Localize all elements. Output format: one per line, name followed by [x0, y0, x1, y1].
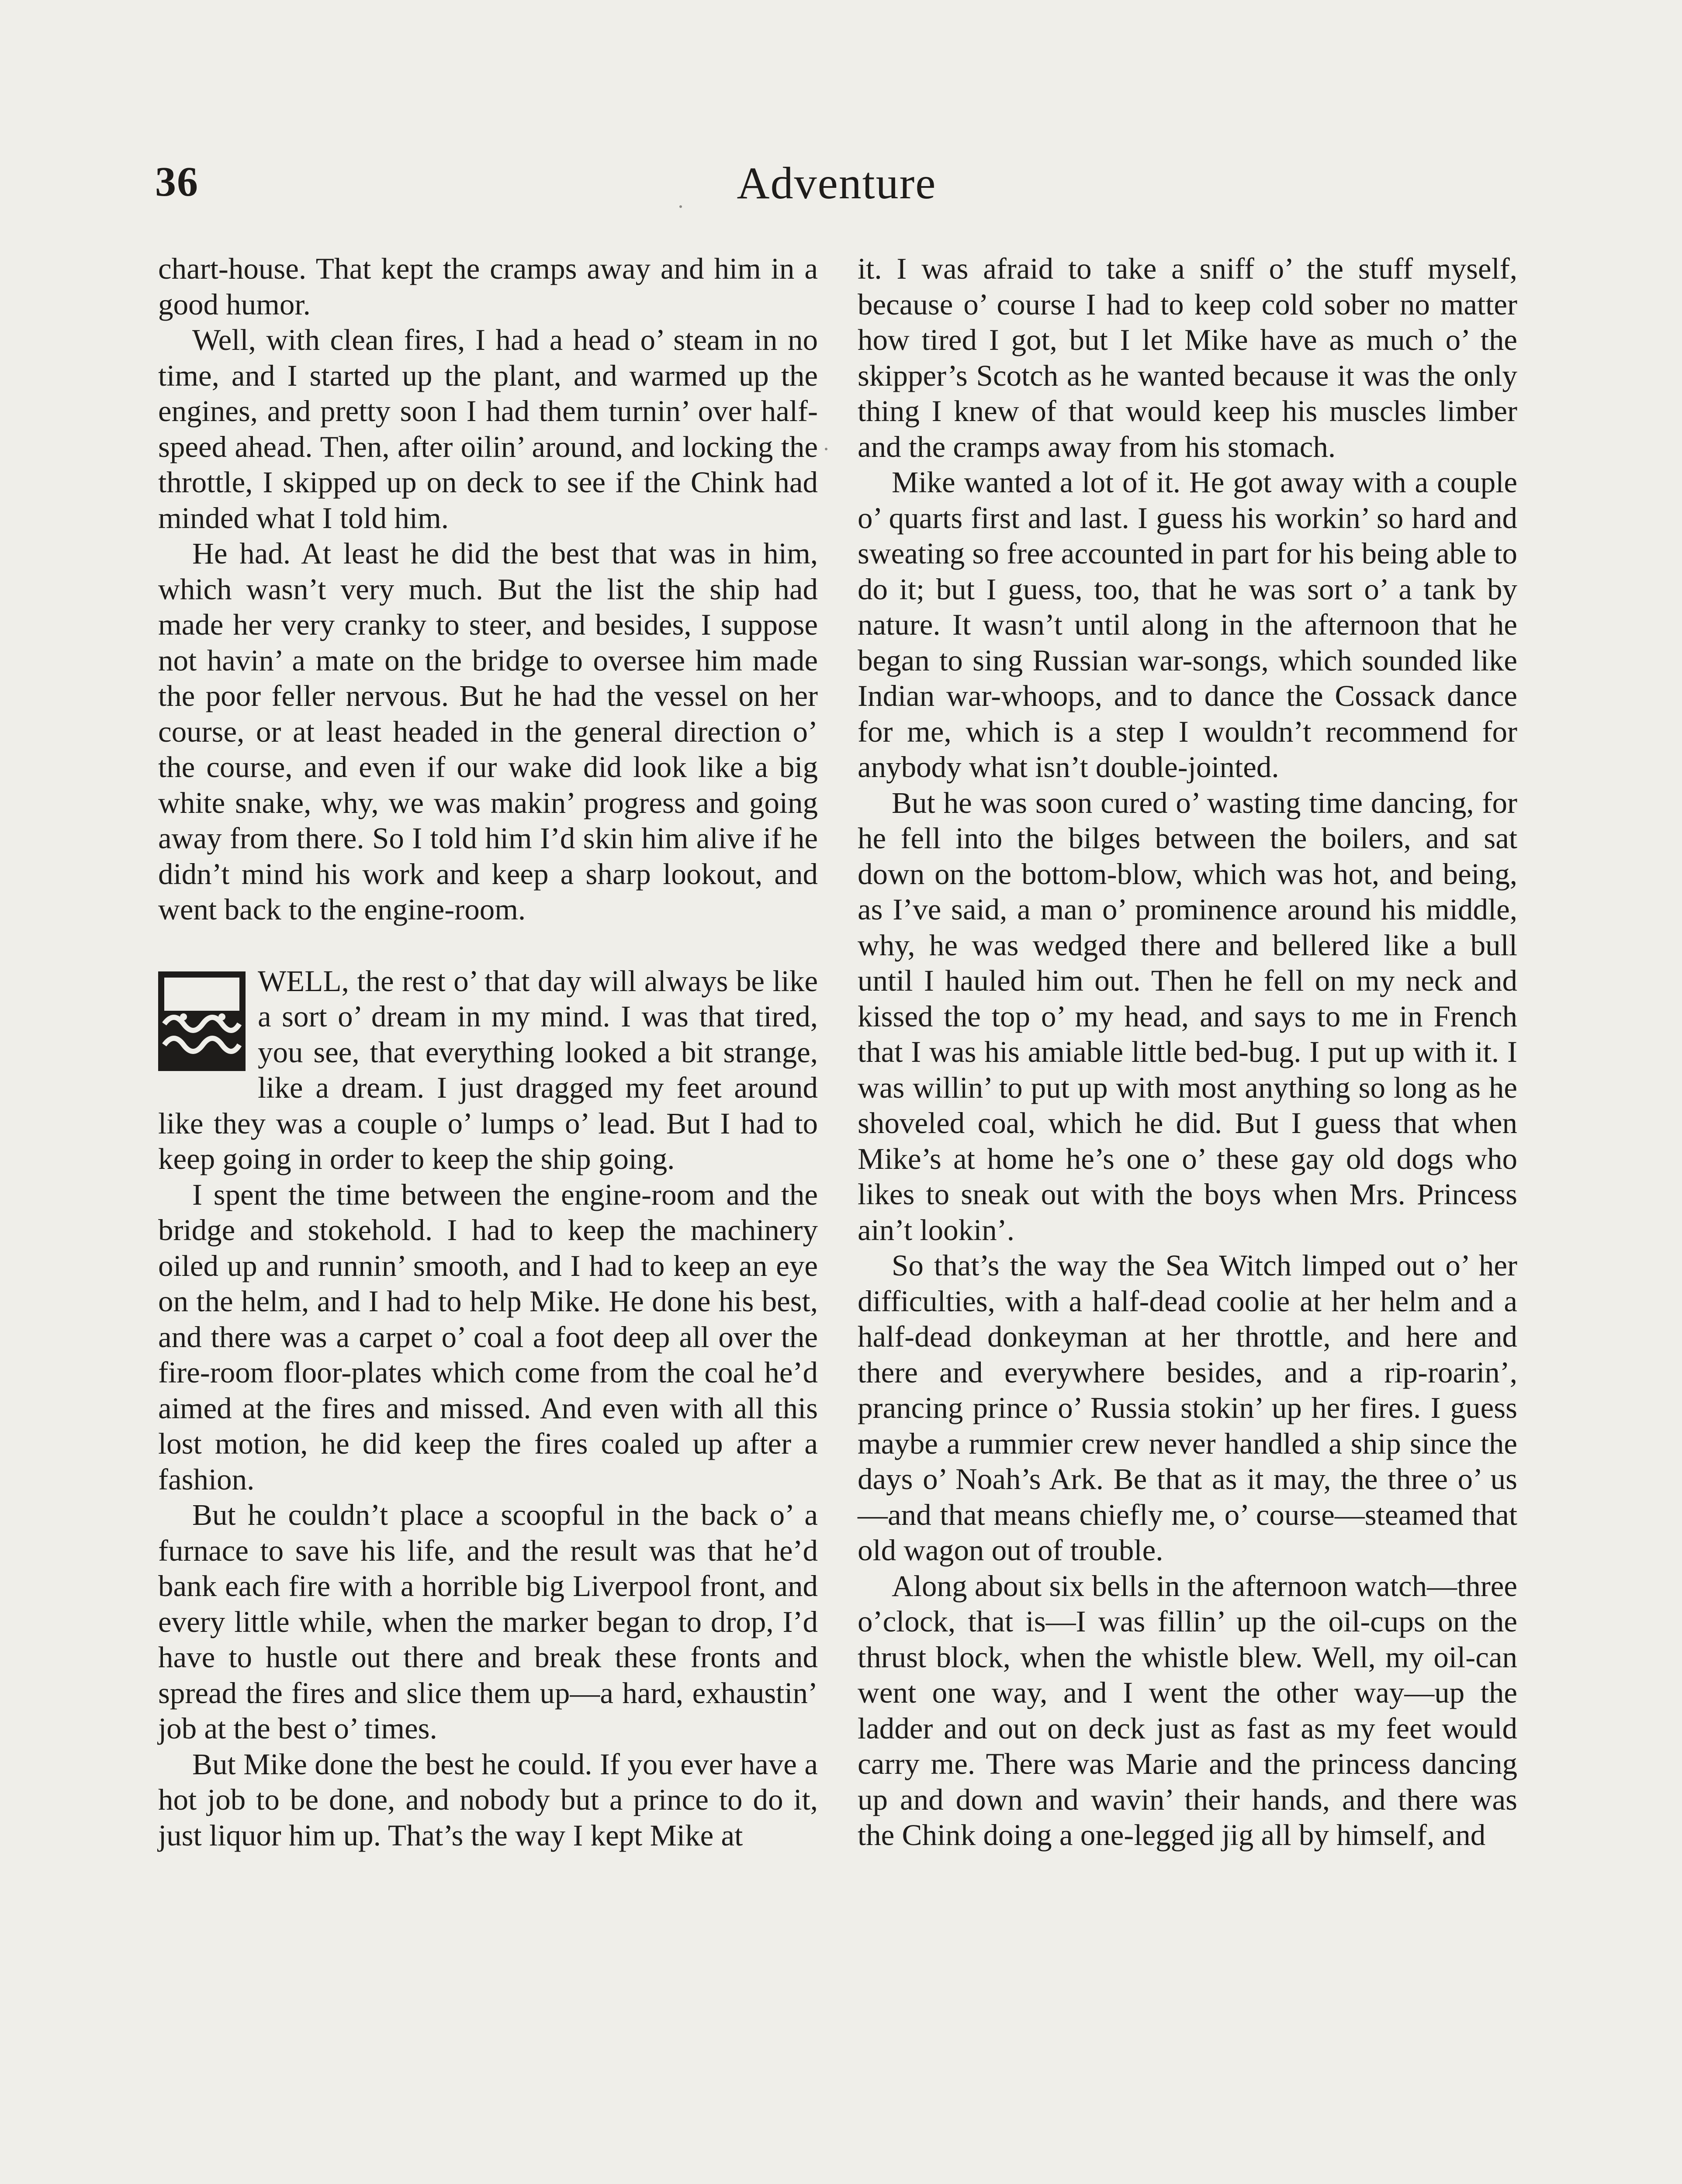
- paragraph: I spent the time between the engine-room and the bridge and stokehold. I had to keep the machinery oiled up and runnin’ smooth, and I had to keep an eye on the helm, and I had to help Mike. He done his best, and there was a carpet o’ coal a foot deep all over the fire-room floor-plates which come from the coal he’d aimed at the fires and missed. And even with all this lost motion, he did keep the fires coaled up after a fashion.: [158, 1178, 818, 1496]
- left-column: [158, 251, 818, 1853]
- drop-ornament-paragraph: [158, 964, 818, 1177]
- paragraph: So that’s the way the Sea Witch limped out o’ her difficulties, with a half-dead coolie at her helm and a half-dead donkeyman at her throttle, and here and there and everywhere besides, and a rip-roarin’, prancing prince o’ Russia stokin’ up her fires. I guess maybe a rummier crew never handled a ship since the days o’ Noah’s Ark. Be that as it may, the three o’ us—and that means chiefly me, o’ course—steamed that old wagon out of trouble.: [858, 1249, 1517, 1567]
- print-mark: [825, 448, 827, 450]
- print-mark: [679, 205, 682, 208]
- paragraph: He had. At least he did the best that was in him, which wasn’t very much. But the list the ship had made her very cranky to steer, and besides, I suppose not havin’ a mate on the bridge to oversee him made the poor feller nervous. But he had the vessel on her course, or at least headed in the general direction o’ the course, and even if our wake did look like a big white snake, why, we was makin’ progress and going away from there. So I told him I’d skin him alive if he didn’t mind his work and keep a sharp lookout, and went back to the engine-room.: [158, 537, 818, 926]
- paragraph: WELL, the rest o’ that day will always be like a sort o’ dream in my mind. I was that tired, you see, that everything looked a bit strange, like a dream. I just dragged my feet around like they was a couple o’ lumps o’ lead. But I had to keep going in order to keep the ship going.: [158, 964, 818, 1175]
- paragraph: Along about six bells in the afternoon watch—three o’clock, that is—I was fillin’ up the oil-cups on the thrust block, when the whistle blew. Well, my oil-can went one way, and I went the other way—up the ladder and out on deck just as fast as my feet would carry me. There was Marie and the princess dancing up and down and wavin’ their hands, and there was the Chink doing a one-legged jig all by himself, and: [858, 1569, 1517, 1852]
- paragraph: it. I was afraid to take a sniff o’ the stuff myself, because o’ course I had to keep cold sober no matter how tired I got, but I let Mike have as much o’ the skipper’s Scotch as he wanted because it was the only thing I knew of that would keep his muscles limber and the cramps away from his stomach.: [858, 252, 1517, 463]
- paragraph: But he couldn’t place a scoopful in the back o’ a furnace to save his life, and the result was that he’d bank each fire with a horrible big Liverpool front, and every little while, when the marker began to drop, I’d have to hustle out there and break these fronts and spread the fires and slice them up—a hard, exhaustin’ job at the best o’ times.: [158, 1498, 818, 1745]
- paragraph: Well, with clean fires, I had a head o’ steam in no time, and I started up the plant, and warmed up the engines, and pretty soon I had them turnin’ over half-speed ahead. Then, after oilin’ around, and locking the throttle, I skipped up on deck to see if the Chink had minded what I told him.: [158, 323, 818, 535]
- magazine-title: Adventure: [737, 158, 937, 208]
- page-number: 36: [155, 158, 199, 205]
- running-head: [155, 157, 1518, 223]
- right-column: [858, 251, 1517, 1853]
- paragraph: But Mike done the best he could. If you ever have a hot job to be done, and nobody but a prince to do it, just liquor him up. That’s the way I kept Mike at: [158, 1747, 818, 1852]
- wave-ornament-icon: [158, 971, 246, 1071]
- paragraph: Mike wanted a lot of it. He got away with a couple o’ quarts first and last. I guess his workin’ so hard and sweating so free accounted in part for his being able to do it; but I guess, too, that he was sort o’ a tank by nature. It wasn’t until along in the afternoon that he began to sing Russian war-songs, which sounded like Indian war-whoops, and to dance the Cossack dance for me, which is a step I wouldn’t recommend for anybody what isn’t double-jointed.: [858, 466, 1517, 784]
- paragraph: chart-house. That kept the cramps away and him in a good humor.: [158, 252, 818, 321]
- section-break: [158, 928, 818, 964]
- paragraph: But he was soon cured o’ wasting time dancing, for he fell into the bilges between the boilers, and sat down on the bottom-blow, which was hot, and being, as I’ve said, a man o’ prominence around his middle, why, he was wedged there and bellered like a bull until I hauled him out. Then he fell on my neck and kissed the top o’ my head, and says to me in French that I was his amiable little bed-bug. I put up with it. I was willin’ to put up with most anything so long as he shoveled coal, which he did. But I guess that when Mike’s at home he’s one o’ these gay old dogs who likes to sneak out with the boys when Mrs. Princess ain’t lookin’.: [858, 786, 1517, 1247]
